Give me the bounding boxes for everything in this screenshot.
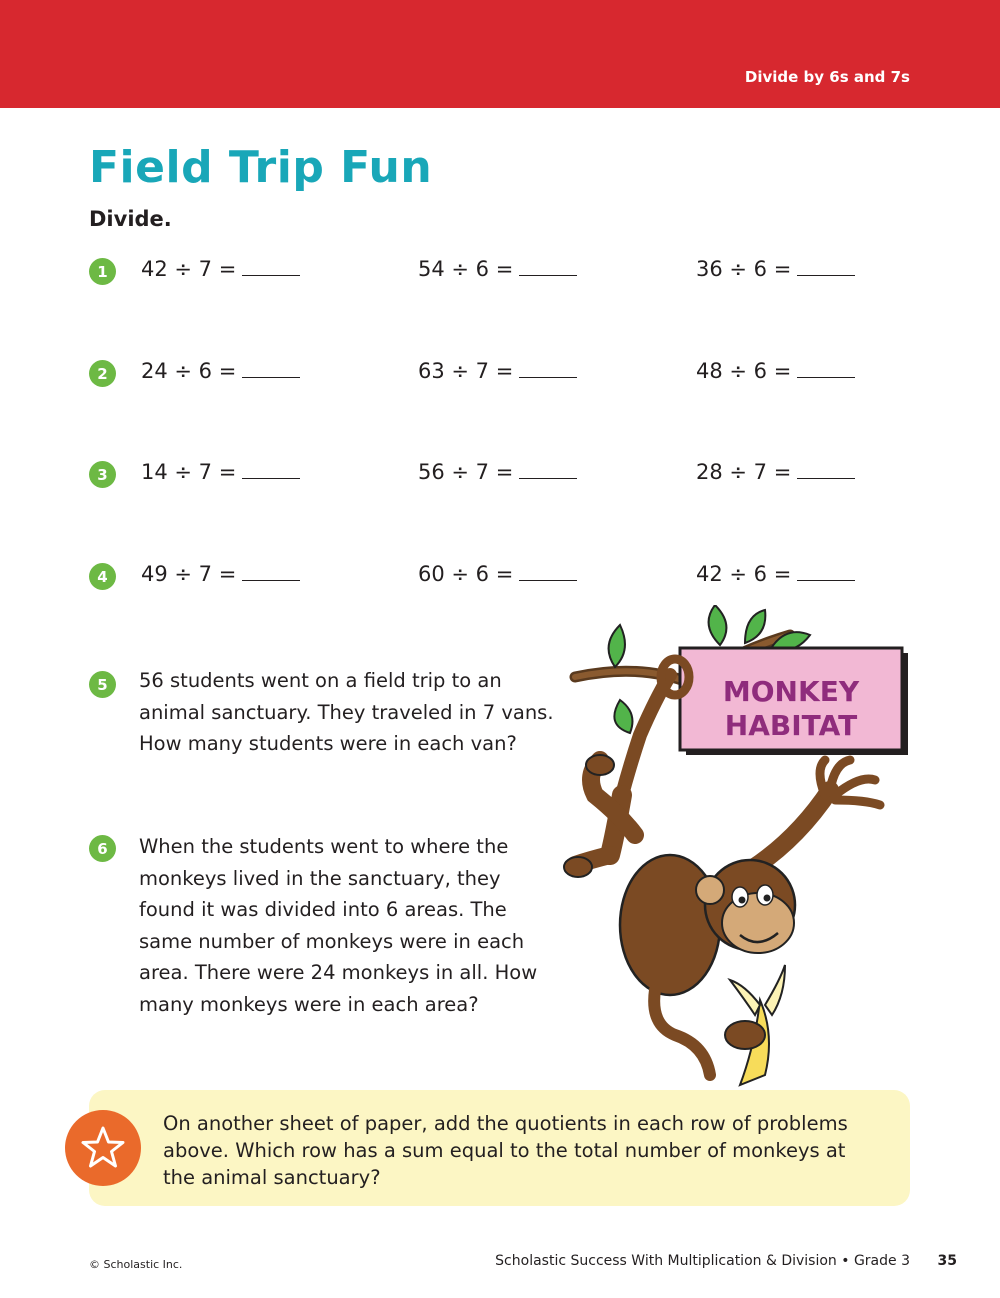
book-title: Scholastic Success With Multiplication & Division • Grade 3 xyxy=(495,1253,910,1269)
division-problem: 36 ÷ 6 = xyxy=(696,257,855,281)
problem-number-badge: 1 xyxy=(89,258,116,285)
word-problem-line: When the students went to where the xyxy=(139,835,509,858)
word-problem-line: area. There were 24 monkeys in all. How xyxy=(139,961,538,984)
problem-number-badge: 2 xyxy=(89,360,116,387)
problem-number-badge: 6 xyxy=(89,835,116,862)
star-badge xyxy=(65,1110,141,1186)
sign-line-1: MONKEY xyxy=(722,675,860,708)
word-problem-line: animal sanctuary. They traveled in 7 vans. xyxy=(139,700,554,724)
division-problem: 63 ÷ 7 = xyxy=(418,359,577,383)
answer-blank[interactable] xyxy=(797,364,855,378)
division-problem: 42 ÷ 7 = xyxy=(141,257,300,281)
leaf-icon xyxy=(614,700,632,733)
division-problem: 56 ÷ 7 = xyxy=(418,460,577,484)
directions: Divide. xyxy=(89,207,172,231)
word-problem-line: monkeys lived in the sanctuary, they xyxy=(139,866,501,890)
word-problem-line: same number of monkeys were in each xyxy=(139,929,525,953)
answer-blank[interactable] xyxy=(519,262,577,276)
star-icon xyxy=(79,1124,127,1172)
division-problem: 28 ÷ 7 = xyxy=(696,460,855,484)
leaf-icon xyxy=(745,610,765,643)
challenge-line: above. Which row has a sum equal to the total number of monkeys at xyxy=(163,1139,846,1162)
division-problem: 48 ÷ 6 = xyxy=(696,359,855,383)
division-problem: 24 ÷ 6 = xyxy=(141,359,300,383)
answer-blank[interactable] xyxy=(242,465,300,479)
page-title: Field Trip Fun xyxy=(89,142,433,193)
answer-blank[interactable] xyxy=(242,262,300,276)
header-bar xyxy=(0,0,1000,108)
word-problem-6 xyxy=(139,831,537,1020)
answer-blank[interactable] xyxy=(797,262,855,276)
division-problem: 60 ÷ 6 = xyxy=(418,562,577,586)
word-problem-5 xyxy=(139,665,554,760)
answer-blank[interactable] xyxy=(519,364,577,378)
sign-line-2: HABITAT xyxy=(724,709,858,742)
leaf-icon xyxy=(709,605,727,645)
leaf-icon xyxy=(609,625,625,667)
challenge-text xyxy=(163,1110,883,1191)
word-problem-line: How many students were in each van? xyxy=(139,732,517,755)
problem-number-badge: 5 xyxy=(89,671,116,698)
page-number: 35 xyxy=(937,1253,957,1269)
division-problem: 42 ÷ 6 = xyxy=(696,562,855,586)
answer-blank[interactable] xyxy=(519,465,577,479)
answer-blank[interactable] xyxy=(242,567,300,581)
answer-blank[interactable] xyxy=(797,567,855,581)
word-problem-line: 56 students went on a field trip to an xyxy=(139,669,502,692)
division-problem: 49 ÷ 7 = xyxy=(141,562,300,586)
division-problem: 54 ÷ 6 = xyxy=(418,257,577,281)
problem-number-badge: 4 xyxy=(89,563,116,590)
section-label: Divide by 6s and 7s xyxy=(744,68,910,86)
answer-blank[interactable] xyxy=(797,465,855,479)
word-problem-line: found it was divided into 6 areas. The xyxy=(139,898,507,921)
problem-number-badge: 3 xyxy=(89,461,116,488)
answer-blank[interactable] xyxy=(242,364,300,378)
challenge-line: On another sheet of paper, add the quotients in each row of problems xyxy=(163,1112,848,1135)
monkey-illustration xyxy=(560,605,920,1100)
answer-blank[interactable] xyxy=(519,567,577,581)
division-problem: 14 ÷ 7 = xyxy=(141,460,300,484)
challenge-line: the animal sanctuary? xyxy=(163,1166,381,1189)
word-problem-line: many monkeys were in each area? xyxy=(139,992,479,1016)
copyright: © Scholastic Inc. xyxy=(89,1258,183,1271)
